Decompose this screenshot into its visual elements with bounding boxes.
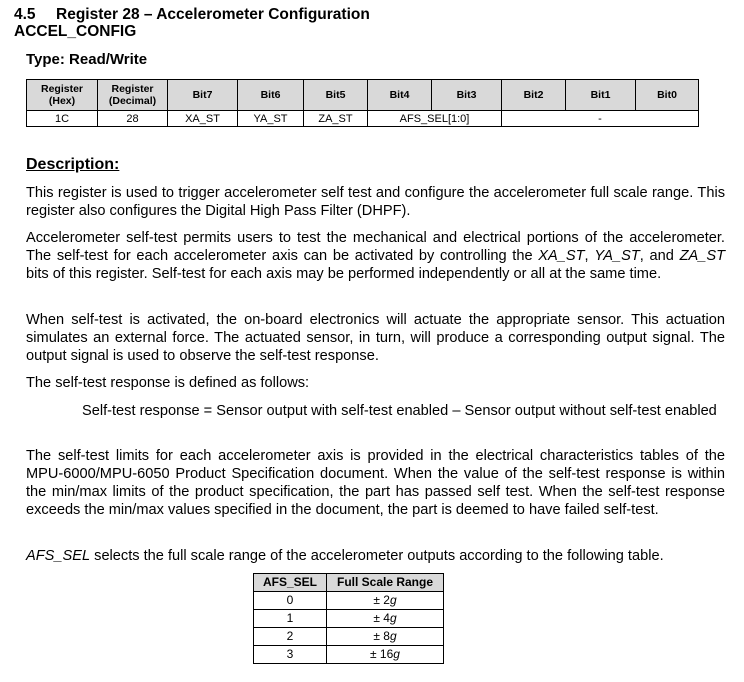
- header-bit0: Bit0: [636, 80, 699, 111]
- header-bit2: Bit2: [502, 80, 566, 111]
- header-full-scale-range: Full Scale Range: [327, 574, 444, 592]
- afs-sel-value: 2: [254, 628, 327, 646]
- afs-sel-value: 0: [254, 592, 327, 610]
- header-bit4: Bit4: [368, 80, 432, 111]
- register-type: Type: Read/Write: [26, 51, 148, 68]
- full-scale-range-value: ± 2g: [327, 592, 444, 610]
- header-bit1: Bit1: [566, 80, 636, 111]
- table-row: [254, 610, 444, 628]
- register-table-row: [27, 111, 699, 127]
- section-heading: [14, 6, 370, 24]
- header-register-decimal: Register (Decimal): [98, 80, 168, 111]
- description-heading: Description:: [26, 156, 120, 173]
- header-bit3: Bit3: [432, 80, 502, 111]
- afs-sel-table: [253, 573, 444, 664]
- cell-reserved: -: [502, 111, 699, 127]
- paragraph-self-test: Accelerometer self-test permits users to test the mechanical and electrical portions of the accelerometer. The self-test for each accelerometer axis can be activated by controlling the XA_ST, YA_ST, and ZA_ST bits of this register. Self-test for each axis may be performed independently or all at the same time.: [26, 230, 726, 282]
- header-bit6: Bit6: [238, 80, 304, 111]
- header-register-hex: Register (Hex): [27, 80, 98, 111]
- full-scale-range-value: ± 4g: [327, 610, 444, 628]
- paragraph-actuation: When self-test is activated, the on-board electronics will actuate the appropriate sensor. This actuation simulates an external force. The actuated sensor, in turn, will produce a corresponding output signal. The output signal is used to observe the self-test response.: [26, 312, 725, 364]
- header-afs-sel: AFS_SEL: [254, 574, 327, 592]
- section-title: Register 28 – Accelerometer Configuration: [56, 6, 370, 23]
- cell-ya-st: YA_ST: [238, 111, 304, 127]
- full-scale-range-value: ± 16g: [327, 646, 444, 664]
- cell-hex: 1C: [27, 111, 98, 127]
- paragraph-response-formula: Self-test response = Sensor output with self-test enabled – Sensor output without self-test enabled: [82, 403, 717, 419]
- table-row: [254, 646, 444, 664]
- header-bit7: Bit7: [168, 80, 238, 111]
- register-table-header: [27, 80, 699, 111]
- cell-xa-st: XA_ST: [168, 111, 238, 127]
- cell-afs-sel: AFS_SEL[1:0]: [368, 111, 502, 127]
- header-bit5: Bit5: [304, 80, 368, 111]
- paragraph-afs-sel: AFS_SEL selects the full scale range of the accelerometer outputs according to the following table.: [26, 548, 664, 564]
- cell-decimal: 28: [98, 111, 168, 127]
- register-name: ACCEL_CONFIG: [14, 23, 137, 40]
- register-bit-table: [26, 79, 699, 127]
- table-row: [254, 628, 444, 646]
- full-scale-range-value: ± 8g: [327, 628, 444, 646]
- paragraph-limits: The self-test limits for each accelerometer axis is provided in the electrical characteristics tables of the MPU-6000/MPU-6050 Product Specification document. When the value of the self-test response is within the min/max limits of the product specification, the part has passed self test. When the self-test response exceeds the min/max values specified in the document, the part is deemed to have failed self-test.: [26, 448, 725, 518]
- afs-sel-value: 3: [254, 646, 327, 664]
- table-row: [254, 592, 444, 610]
- section-number: 4.5: [14, 6, 36, 23]
- cell-za-st: ZA_ST: [304, 111, 368, 127]
- paragraph-overview: This register is used to trigger accelerometer self test and configure the accelerometer full scale range. This register also configures the Digital High Pass Filter (DHPF).: [26, 185, 725, 219]
- afs-table-header: [254, 574, 444, 592]
- afs-sel-value: 1: [254, 610, 327, 628]
- paragraph-response-intro: The self-test response is defined as follows:: [26, 375, 310, 391]
